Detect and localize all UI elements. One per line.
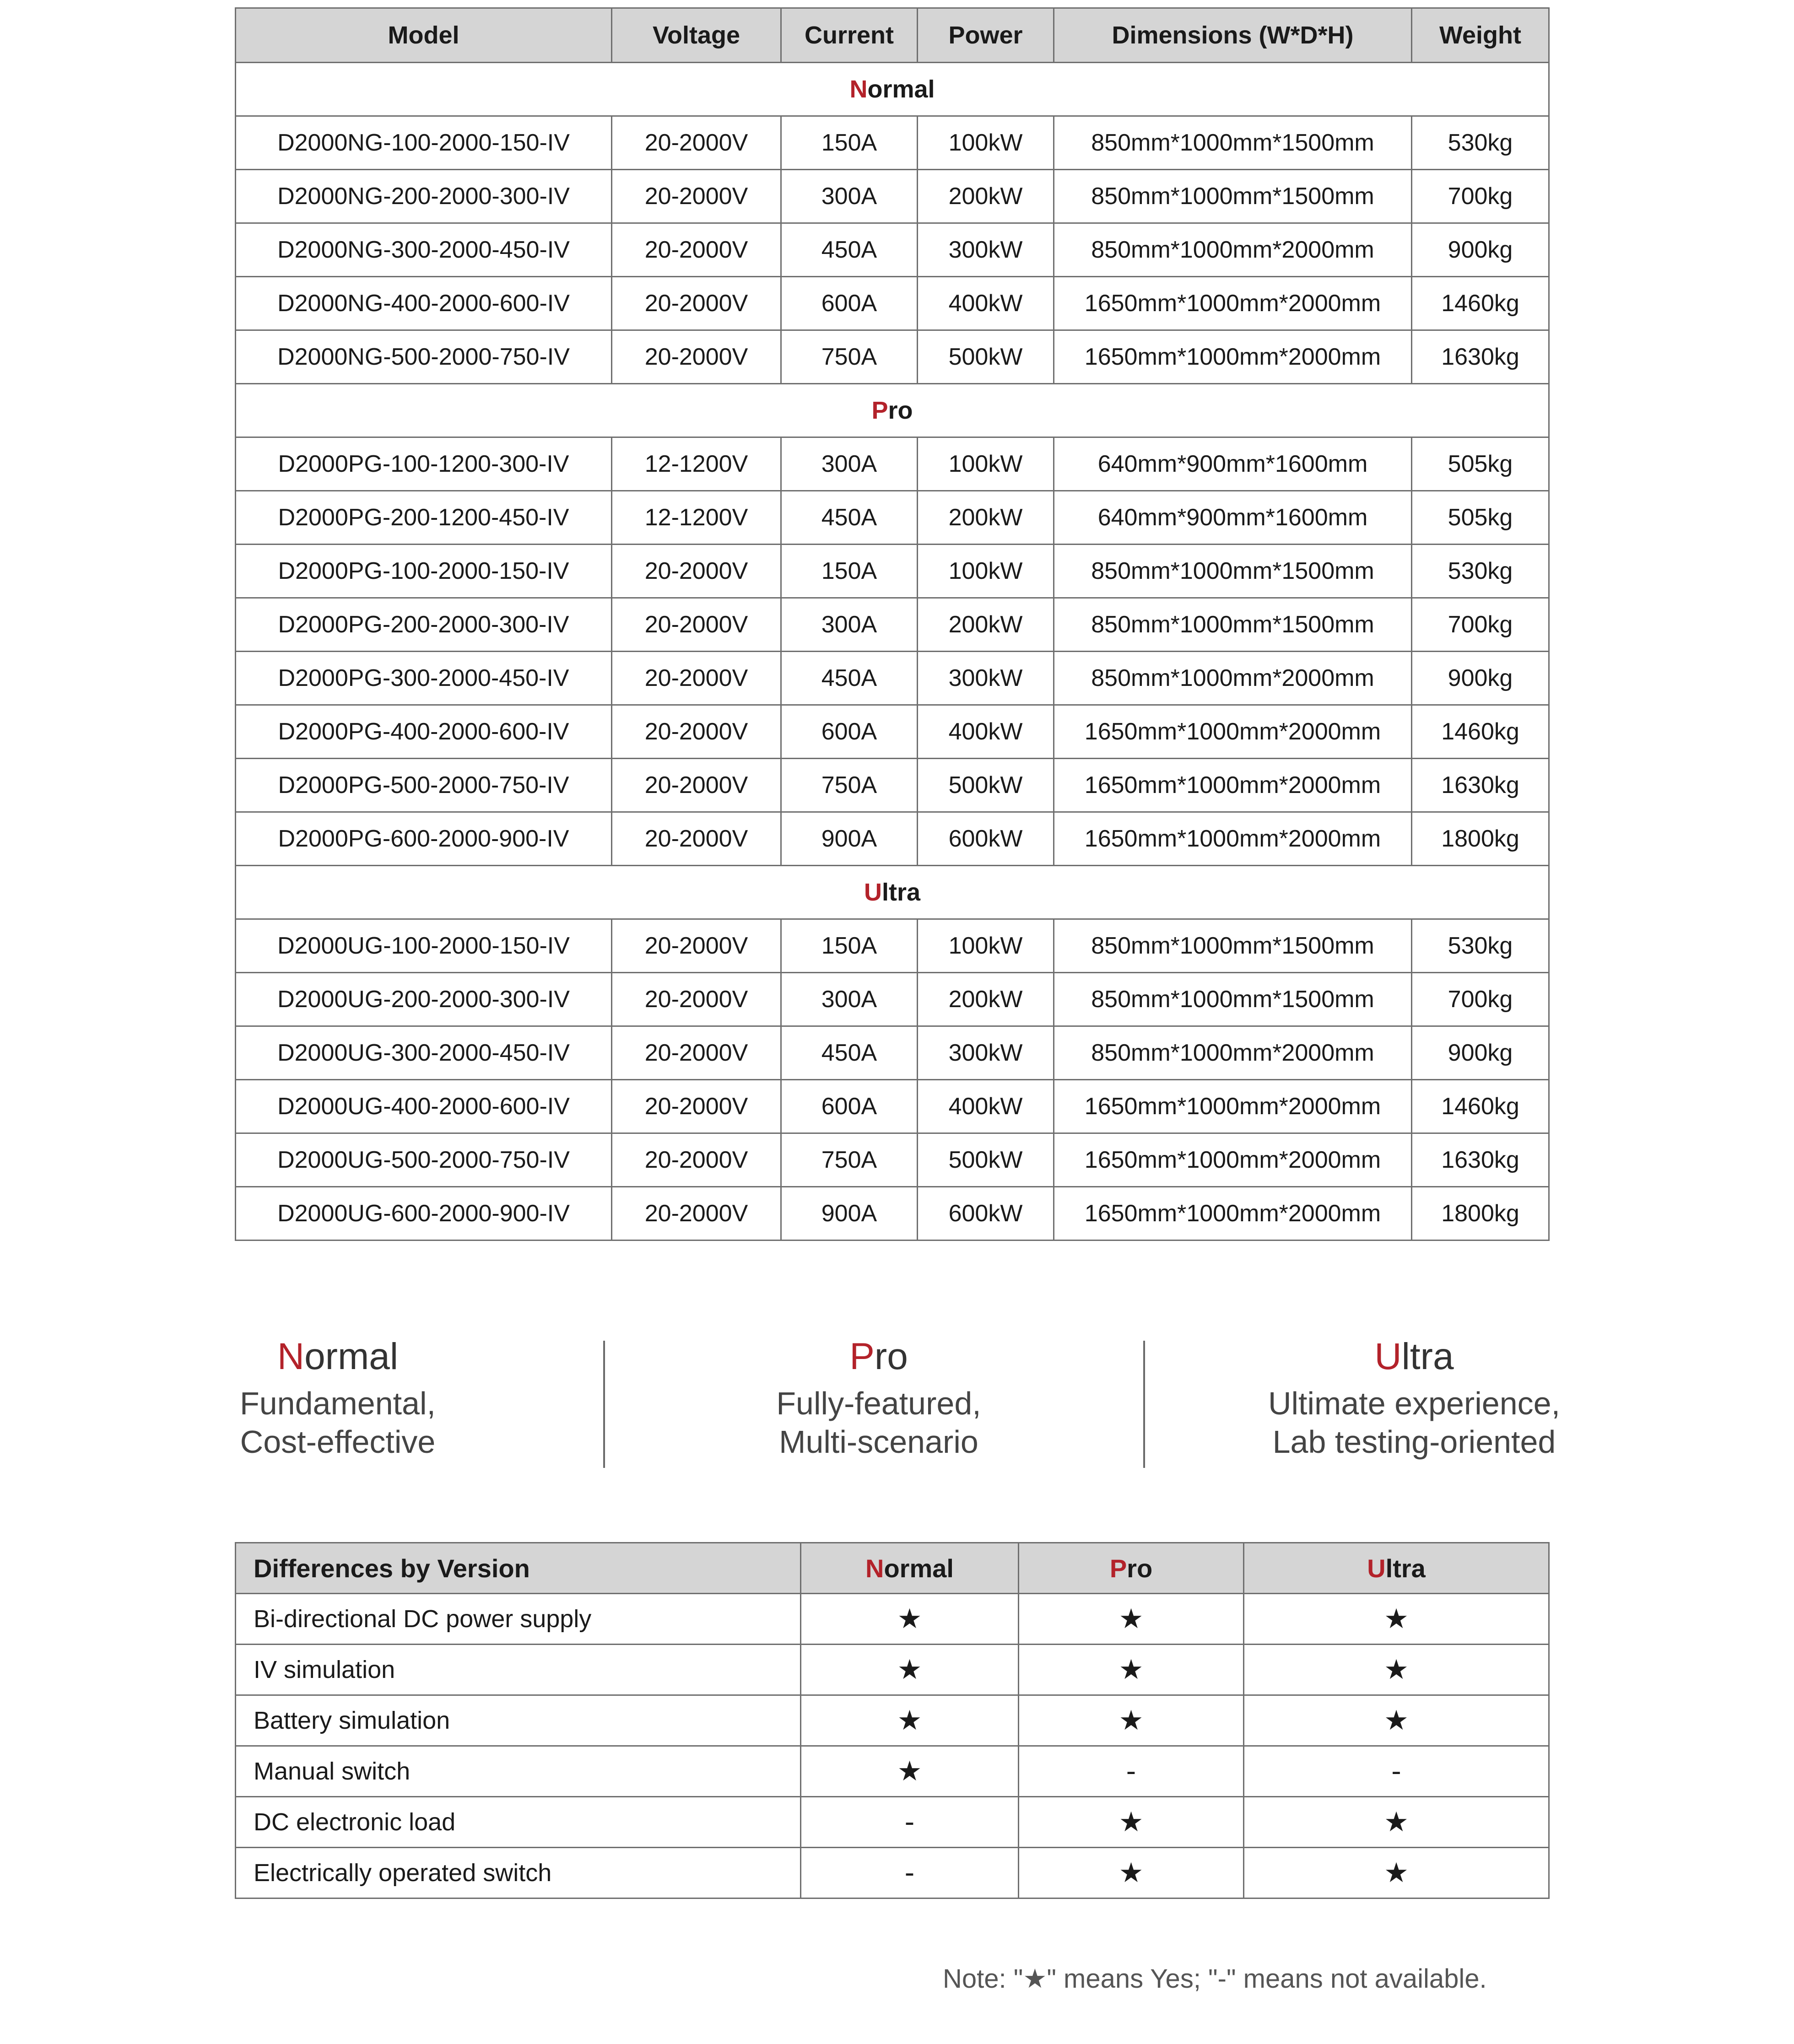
version-ultra-title bbox=[1231, 1334, 1597, 1380]
feature-name: DC electronic load bbox=[236, 1797, 801, 1848]
star-icon-ultra: ★ bbox=[1244, 1645, 1549, 1695]
version-pro-title bbox=[719, 1334, 1039, 1380]
header-model: Model bbox=[236, 8, 612, 63]
version-divider-2 bbox=[1143, 1341, 1145, 1468]
cell-weight: 700kg bbox=[1412, 598, 1549, 652]
star-icon-ultra: ★ bbox=[1244, 1695, 1549, 1746]
cell-current: 300A bbox=[781, 973, 918, 1026]
version-ultra-desc-1: Ultimate experience, bbox=[1268, 1386, 1561, 1421]
cell-current: 450A bbox=[781, 652, 918, 705]
group-label-ultra bbox=[236, 866, 1549, 919]
feature-name: IV simulation bbox=[236, 1645, 801, 1695]
cell-model: D2000PG-200-1200-450-IV bbox=[236, 491, 612, 545]
cell-power: 100kW bbox=[918, 116, 1054, 170]
table-row bbox=[236, 1594, 1549, 1645]
cell-voltage: 20-2000V bbox=[612, 116, 781, 170]
table-row bbox=[236, 116, 1549, 170]
cell-weight: 1630kg bbox=[1412, 330, 1549, 384]
table-row bbox=[236, 277, 1549, 330]
version-normal-desc-1: Fundamental, bbox=[239, 1386, 436, 1421]
cell-power: 200kW bbox=[918, 170, 1054, 223]
cell-power: 300kW bbox=[918, 652, 1054, 705]
cell-power: 400kW bbox=[918, 1080, 1054, 1133]
cell-voltage: 20-2000V bbox=[612, 812, 781, 866]
dash-mark-normal: - bbox=[801, 1797, 1019, 1848]
cell-weight: 1460kg bbox=[1412, 1080, 1549, 1133]
cell-model: D2000NG-200-2000-300-IV bbox=[236, 170, 612, 223]
cell-current: 450A bbox=[781, 491, 918, 545]
cell-dimensions: 640mm*900mm*1600mm bbox=[1054, 491, 1412, 545]
cell-current: 450A bbox=[781, 223, 918, 277]
group-label-normal bbox=[236, 63, 1549, 116]
cell-model: D2000PG-100-2000-150-IV bbox=[236, 545, 612, 598]
cell-voltage: 20-2000V bbox=[612, 170, 781, 223]
table-row bbox=[236, 1746, 1549, 1797]
table-row bbox=[236, 330, 1549, 384]
group-label-rest: ormal bbox=[867, 76, 935, 103]
cell-dimensions: 1650mm*1000mm*2000mm bbox=[1054, 705, 1412, 759]
cell-power: 500kW bbox=[918, 330, 1054, 384]
table-row bbox=[236, 1645, 1549, 1695]
header-voltage: Voltage bbox=[612, 8, 781, 63]
table-row bbox=[236, 1848, 1549, 1898]
differences-header-pro-rest: ro bbox=[1127, 1553, 1153, 1583]
cell-dimensions: 850mm*1000mm*1500mm bbox=[1054, 973, 1412, 1026]
table-row bbox=[236, 1797, 1549, 1848]
cell-weight: 1630kg bbox=[1412, 759, 1549, 812]
cell-voltage: 12-1200V bbox=[612, 437, 781, 491]
table-row bbox=[236, 652, 1549, 705]
cell-model: D2000UG-500-2000-750-IV bbox=[236, 1133, 612, 1187]
table-row bbox=[236, 759, 1549, 812]
cell-current: 750A bbox=[781, 330, 918, 384]
differences-header-normal-initial: N bbox=[865, 1553, 884, 1583]
table-row bbox=[236, 1080, 1549, 1133]
table-row bbox=[236, 598, 1549, 652]
differences-header-ultra-rest: ltra bbox=[1385, 1553, 1426, 1583]
differences-table bbox=[235, 1542, 1550, 1899]
cell-power: 600kW bbox=[918, 812, 1054, 866]
cell-power: 400kW bbox=[918, 277, 1054, 330]
differences-header-row bbox=[236, 1543, 1549, 1594]
cell-current: 750A bbox=[781, 759, 918, 812]
star-icon-ultra: ★ bbox=[1244, 1848, 1549, 1898]
table-row bbox=[236, 705, 1549, 759]
cell-voltage: 12-1200V bbox=[612, 491, 781, 545]
cell-weight: 700kg bbox=[1412, 170, 1549, 223]
cell-model: D2000UG-600-2000-900-IV bbox=[236, 1187, 612, 1240]
cell-model: D2000NG-400-2000-600-IV bbox=[236, 277, 612, 330]
header-dimensions: Dimensions (W*D*H) bbox=[1054, 8, 1412, 63]
differences-header-ultra-initial: U bbox=[1367, 1553, 1386, 1583]
cell-model: D2000NG-100-2000-150-IV bbox=[236, 116, 612, 170]
cell-voltage: 20-2000V bbox=[612, 705, 781, 759]
star-icon-normal: ★ bbox=[801, 1695, 1019, 1746]
version-divider-1 bbox=[603, 1341, 605, 1468]
note-prefix: Note: " bbox=[943, 1964, 1023, 1994]
cell-weight: 1460kg bbox=[1412, 277, 1549, 330]
cell-dimensions: 1650mm*1000mm*2000mm bbox=[1054, 759, 1412, 812]
cell-power: 300kW bbox=[918, 1026, 1054, 1080]
cell-model: D2000NG-500-2000-750-IV bbox=[236, 330, 612, 384]
group-label-initial: U bbox=[864, 879, 882, 906]
cell-weight: 530kg bbox=[1412, 919, 1549, 973]
version-pro-initial: P bbox=[849, 1336, 875, 1377]
cell-voltage: 20-2000V bbox=[612, 652, 781, 705]
cell-current: 150A bbox=[781, 545, 918, 598]
cell-weight: 1460kg bbox=[1412, 705, 1549, 759]
cell-weight: 900kg bbox=[1412, 223, 1549, 277]
cell-dimensions: 850mm*1000mm*2000mm bbox=[1054, 652, 1412, 705]
version-normal-title bbox=[221, 1334, 454, 1380]
table-row bbox=[236, 223, 1549, 277]
version-pro bbox=[719, 1334, 1039, 1461]
group-row-pro bbox=[236, 384, 1549, 437]
cell-model: D2000PG-400-2000-600-IV bbox=[236, 705, 612, 759]
cell-current: 600A bbox=[781, 705, 918, 759]
differences-header-normal-rest: ormal bbox=[884, 1553, 954, 1583]
cell-voltage: 20-2000V bbox=[612, 973, 781, 1026]
cell-dimensions: 1650mm*1000mm*2000mm bbox=[1054, 812, 1412, 866]
star-icon-normal: ★ bbox=[801, 1746, 1019, 1797]
cell-current: 150A bbox=[781, 116, 918, 170]
group-label-rest: ltra bbox=[881, 879, 921, 906]
cell-dimensions: 850mm*1000mm*1500mm bbox=[1054, 170, 1412, 223]
cell-voltage: 20-2000V bbox=[612, 759, 781, 812]
group-label-initial: P bbox=[871, 397, 888, 424]
cell-voltage: 20-2000V bbox=[612, 223, 781, 277]
cell-model: D2000PG-600-2000-900-IV bbox=[236, 812, 612, 866]
cell-voltage: 20-2000V bbox=[612, 919, 781, 973]
feature-name: Bi-directional DC power supply bbox=[236, 1594, 801, 1645]
cell-power: 100kW bbox=[918, 919, 1054, 973]
dash-mark-ultra: - bbox=[1244, 1746, 1549, 1797]
cell-weight: 530kg bbox=[1412, 116, 1549, 170]
cell-voltage: 20-2000V bbox=[612, 330, 781, 384]
table-row bbox=[236, 545, 1549, 598]
cell-current: 900A bbox=[781, 812, 918, 866]
dash-mark-normal: - bbox=[801, 1848, 1019, 1898]
table-row bbox=[236, 919, 1549, 973]
header-weight: Weight bbox=[1412, 8, 1549, 63]
cell-power: 200kW bbox=[918, 598, 1054, 652]
header-power: Power bbox=[918, 8, 1054, 63]
cell-current: 600A bbox=[781, 277, 918, 330]
differences-header-label: Differences by Version bbox=[236, 1543, 801, 1594]
table-row bbox=[236, 170, 1549, 223]
cell-power: 500kW bbox=[918, 1133, 1054, 1187]
cell-dimensions: 1650mm*1000mm*2000mm bbox=[1054, 1080, 1412, 1133]
spec-table-body bbox=[236, 63, 1549, 1240]
spec-table bbox=[235, 7, 1550, 1241]
table-row bbox=[236, 1695, 1549, 1746]
version-ultra-rest: ltra bbox=[1401, 1336, 1454, 1377]
legend-note bbox=[943, 1963, 1487, 1994]
star-icon-pro: ★ bbox=[1019, 1797, 1244, 1848]
group-label-pro bbox=[236, 384, 1549, 437]
differences-header-pro-initial: P bbox=[1109, 1553, 1127, 1583]
cell-dimensions: 850mm*1000mm*1500mm bbox=[1054, 116, 1412, 170]
version-ultra bbox=[1231, 1334, 1597, 1461]
cell-power: 100kW bbox=[918, 437, 1054, 491]
cell-power: 200kW bbox=[918, 491, 1054, 545]
cell-model: D2000UG-300-2000-450-IV bbox=[236, 1026, 612, 1080]
cell-weight: 1630kg bbox=[1412, 1133, 1549, 1187]
group-row-normal bbox=[236, 63, 1549, 116]
star-icon-pro: ★ bbox=[1019, 1695, 1244, 1746]
version-pro-desc-1: Fully-featured, bbox=[776, 1386, 981, 1421]
feature-name: Manual switch bbox=[236, 1746, 801, 1797]
cell-current: 150A bbox=[781, 919, 918, 973]
cell-power: 500kW bbox=[918, 759, 1054, 812]
cell-voltage: 20-2000V bbox=[612, 1133, 781, 1187]
cell-dimensions: 850mm*1000mm*1500mm bbox=[1054, 545, 1412, 598]
group-label-rest: ro bbox=[888, 397, 913, 424]
cell-power: 600kW bbox=[918, 1187, 1054, 1240]
table-row bbox=[236, 1133, 1549, 1187]
cell-model: D2000UG-200-2000-300-IV bbox=[236, 973, 612, 1026]
feature-name: Battery simulation bbox=[236, 1695, 801, 1746]
note-star-icon: ★ bbox=[1023, 1963, 1047, 1994]
cell-dimensions: 1650mm*1000mm*2000mm bbox=[1054, 330, 1412, 384]
table-row bbox=[236, 437, 1549, 491]
differences-header-pro bbox=[1019, 1543, 1244, 1594]
cell-weight: 900kg bbox=[1412, 1026, 1549, 1080]
differences-table-body bbox=[236, 1594, 1549, 1898]
cell-weight: 700kg bbox=[1412, 973, 1549, 1026]
table-row bbox=[236, 973, 1549, 1026]
cell-voltage: 20-2000V bbox=[612, 1026, 781, 1080]
star-icon-normal: ★ bbox=[801, 1645, 1019, 1695]
cell-voltage: 20-2000V bbox=[612, 277, 781, 330]
version-normal-desc-2: Cost-effective bbox=[240, 1424, 436, 1460]
cell-current: 750A bbox=[781, 1133, 918, 1187]
cell-model: D2000PG-500-2000-750-IV bbox=[236, 759, 612, 812]
cell-weight: 1800kg bbox=[1412, 812, 1549, 866]
group-row-ultra bbox=[236, 866, 1549, 919]
spec-header-row bbox=[236, 8, 1549, 63]
cell-model: D2000NG-300-2000-450-IV bbox=[236, 223, 612, 277]
star-icon-normal: ★ bbox=[801, 1594, 1019, 1645]
cell-dimensions: 640mm*900mm*1600mm bbox=[1054, 437, 1412, 491]
cell-weight: 530kg bbox=[1412, 545, 1549, 598]
note-text: " means Yes; "-" means not available. bbox=[1047, 1964, 1487, 1994]
table-row bbox=[236, 1026, 1549, 1080]
version-normal-rest: ormal bbox=[304, 1336, 399, 1377]
feature-name: Electrically operated switch bbox=[236, 1848, 801, 1898]
cell-model: D2000UG-400-2000-600-IV bbox=[236, 1080, 612, 1133]
table-row bbox=[236, 1187, 1549, 1240]
cell-power: 200kW bbox=[918, 973, 1054, 1026]
cell-weight: 505kg bbox=[1412, 437, 1549, 491]
dash-mark-pro: - bbox=[1019, 1746, 1244, 1797]
cell-dimensions: 1650mm*1000mm*2000mm bbox=[1054, 1187, 1412, 1240]
cell-current: 900A bbox=[781, 1187, 918, 1240]
version-normal-initial: N bbox=[277, 1336, 305, 1377]
cell-power: 300kW bbox=[918, 223, 1054, 277]
cell-current: 300A bbox=[781, 598, 918, 652]
cell-weight: 505kg bbox=[1412, 491, 1549, 545]
version-ultra-desc-2: Lab testing-oriented bbox=[1272, 1424, 1556, 1460]
cell-weight: 900kg bbox=[1412, 652, 1549, 705]
spec-table-header bbox=[236, 8, 1549, 63]
cell-dimensions: 850mm*1000mm*2000mm bbox=[1054, 1026, 1412, 1080]
header-current: Current bbox=[781, 8, 918, 63]
cell-current: 450A bbox=[781, 1026, 918, 1080]
differences-table-header bbox=[236, 1543, 1549, 1594]
cell-dimensions: 850mm*1000mm*2000mm bbox=[1054, 223, 1412, 277]
version-ultra-initial: U bbox=[1374, 1336, 1402, 1377]
cell-dimensions: 850mm*1000mm*1500mm bbox=[1054, 919, 1412, 973]
cell-dimensions: 1650mm*1000mm*2000mm bbox=[1054, 1133, 1412, 1187]
star-icon-ultra: ★ bbox=[1244, 1594, 1549, 1645]
differences-header-normal bbox=[801, 1543, 1019, 1594]
cell-power: 100kW bbox=[918, 545, 1054, 598]
cell-current: 600A bbox=[781, 1080, 918, 1133]
version-pro-rest: ro bbox=[874, 1336, 908, 1377]
cell-dimensions: 850mm*1000mm*1500mm bbox=[1054, 598, 1412, 652]
cell-current: 300A bbox=[781, 437, 918, 491]
cell-current: 300A bbox=[781, 170, 918, 223]
star-icon-pro: ★ bbox=[1019, 1848, 1244, 1898]
cell-model: D2000PG-300-2000-450-IV bbox=[236, 652, 612, 705]
star-icon-pro: ★ bbox=[1019, 1645, 1244, 1695]
cell-model: D2000PG-200-2000-300-IV bbox=[236, 598, 612, 652]
cell-voltage: 20-2000V bbox=[612, 545, 781, 598]
version-normal bbox=[221, 1334, 454, 1461]
cell-model: D2000UG-100-2000-150-IV bbox=[236, 919, 612, 973]
star-icon-ultra: ★ bbox=[1244, 1797, 1549, 1848]
cell-dimensions: 1650mm*1000mm*2000mm bbox=[1054, 277, 1412, 330]
cell-voltage: 20-2000V bbox=[612, 598, 781, 652]
cell-voltage: 20-2000V bbox=[612, 1080, 781, 1133]
star-icon-pro: ★ bbox=[1019, 1594, 1244, 1645]
cell-power: 400kW bbox=[918, 705, 1054, 759]
table-row bbox=[236, 812, 1549, 866]
group-label-initial: N bbox=[849, 76, 868, 103]
table-row bbox=[236, 491, 1549, 545]
differences-header-ultra bbox=[1244, 1543, 1549, 1594]
cell-model: D2000PG-100-1200-300-IV bbox=[236, 437, 612, 491]
cell-weight: 1800kg bbox=[1412, 1187, 1549, 1240]
version-pro-desc-2: Multi-scenario bbox=[779, 1424, 978, 1460]
cell-voltage: 20-2000V bbox=[612, 1187, 781, 1240]
